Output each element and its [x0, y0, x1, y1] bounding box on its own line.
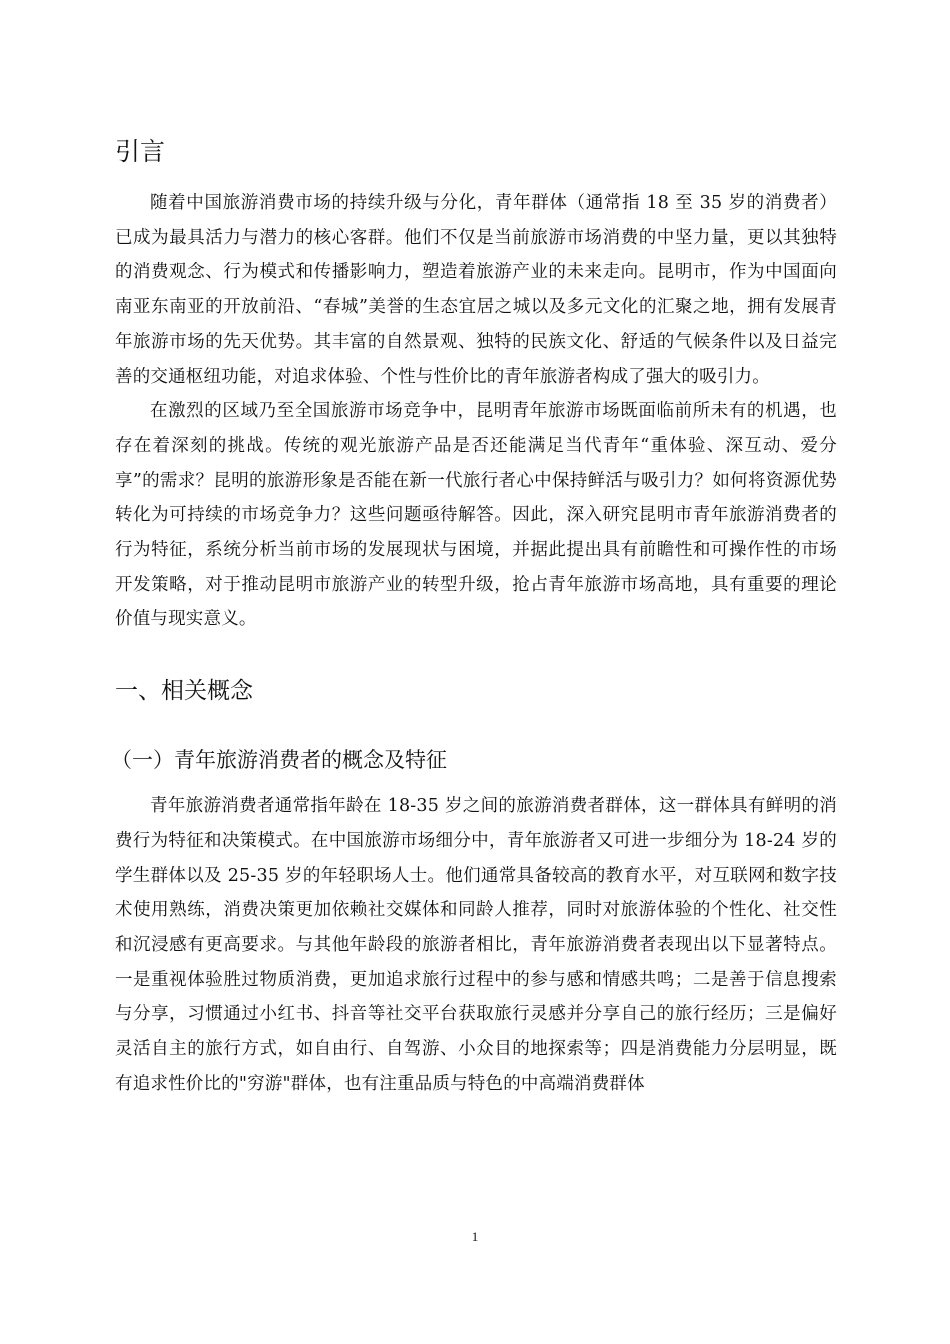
subsection-paragraph: 青年旅游消费者通常指年龄在 18-35 岁之间的旅游消费者群体，这一群体具有鲜明的消费行为特征和决策模式。在中国旅游市场细分中，青年旅游者又可进一步细分为 18-24 岁的学生群体以及 25-35 岁的年轻职场人士。他们通常具备较高的教育水平，对互联网和数字技术使用熟练，消费决策更加依赖社交媒体和同龄人推荐，同时对旅游体验的个性化、社交性和沉浸感有更高要求。与其他年龄段的旅游者相比，青年旅游消费者表现出以下显著特点。一是重视体验胜过物质消费，更加追求旅行过程中的参与感和情感共鸣；二是善于信息搜索与分享，习惯通过小红书、抖音等社交平台获取旅行灵感并分享自己的旅行经历；三是偏好灵活自主的旅行方式，如自由行、自驾游、小众目的地探索等；四是消费能力分层明显，既有追求性价比的"穷游"群体，也有注重品质与特色的中高端消费群体 — [115, 796, 837, 1094]
page-number: 1 — [471, 1229, 479, 1244]
subsection-heading: （一）青年旅游消费者的概念及特征 — [111, 748, 447, 773]
intro-heading: 引言 — [115, 137, 166, 166]
intro-paragraph-1: 随着中国旅游消费市场的持续升级与分化，青年群体（通常指 18 至 35 岁的消费者）已成为最具活力与潜力的核心客群。他们不仅是当前旅游市场消费的中坚力量，更以其独特的消费观念、行为模式和传播影响力，塑造着旅游产业的未来走向。昆明市，作为中国面向南亚东南亚的开放前沿、“春城”美誉的生态宜居之城以及多元文化的汇聚之地，拥有发展青年旅游市场的先天优势。其丰富的自然景观、独特的民族文化、舒适的气候条件以及日益完善的交通枢纽功能，对追求体验、个性与性价比的青年旅游者构成了强大的吸引力。 — [115, 193, 837, 387]
section-heading: 一、相关概念 — [115, 678, 253, 705]
page-content — [111, 132, 837, 1101]
intro-paragraph-2: 在激烈的区域乃至全国旅游市场竞争中，昆明青年旅游市场既面临前所未有的机遇，也存在着深刻的挑战。传统的观光旅游产品是否还能满足当代青年“重体验、深互动、爱分享”的需求？昆明的旅游形象是否能在新一代旅行者心中保持鲜活与吸引力？如何将资源优势转化为可持续的市场竞争力？这些问题亟待解答。因此，深入研究昆明市青年旅游消费者的行为特征，系统分析当前市场的发展现状与困境，并据此提出具有前瞻性和可操作性的市场开发策略，对于推动昆明市旅游产业的转型升级，抢占青年旅游市场高地，具有重要的理论价值与现实意义。 — [115, 401, 837, 630]
